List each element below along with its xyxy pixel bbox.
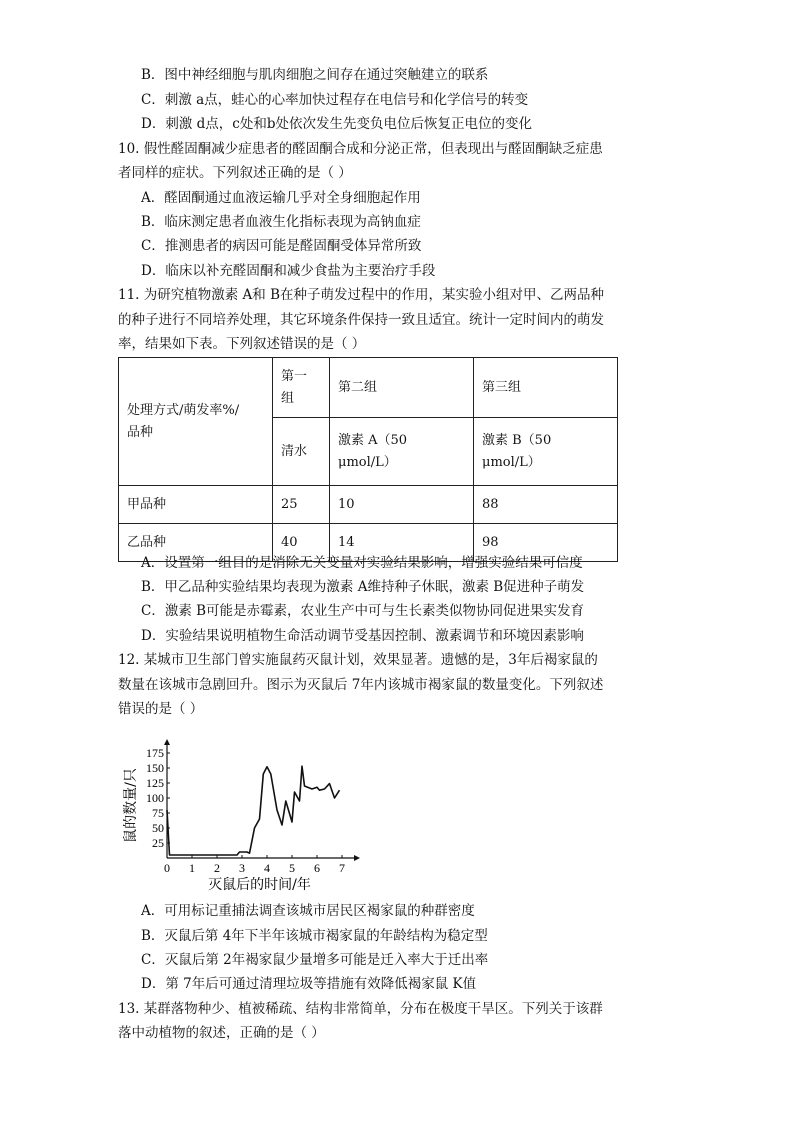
y-axis-arrow [164,739,170,745]
q11-option-a: A．设置第一组目的是消除无关变量对实验结果影响，增强实验结果可信度 [141,555,583,571]
y-tick-label: 75 [152,806,164,820]
x-tick-label: 3 [239,861,245,875]
corner-label-line2: 品种 [127,424,154,440]
group1-header [273,358,330,418]
q9-option-d: D．刺激 d点，c处和b处依次发生先变负电位后恢复正电位的变化 [141,116,532,132]
group2-header: 第二组 [330,358,474,418]
row-name: 甲品种 [119,486,273,524]
hormone-a-line2: μmol/L） [338,454,397,470]
x-tick-label: 6 [314,861,320,875]
q12-stem-line1: 12. 某城市卫生部门曾实施鼠药灭鼠计划，效果显著。遗憾的是，3年后褐家鼠的 [118,652,598,668]
rat-population-chart [125,725,355,895]
x-axis-arrow [354,855,360,861]
germination-table [118,357,618,562]
x-tick-label: 0 [164,861,170,875]
q11-stem-line3: 率，结果如下表。下列叙述错误的是（ ） [118,336,366,352]
treatment-hormone-b [474,418,618,486]
q13-stem-line2: 落中动植物的叙述，正确的是（ ） [118,1025,325,1041]
cell-value: 98 [474,524,618,562]
q11-stem-line1: 11. 为研究植物激素 A和 B在种子萌发过程中的作用，某实验小组对甲、乙两品种 [118,287,605,303]
y-tick-label: 50 [152,821,164,835]
x-tick-label: 1 [189,861,195,875]
q10-option-a: A．醛固酮通过血液运输几乎对全身细胞起作用 [141,190,421,206]
population-series-line [167,766,340,855]
hormone-b-line2: μmol/L） [482,454,541,470]
q10-option-b: B．临床测定患者血液生化指标表现为高钠血症 [141,214,421,230]
y-tick-label: 150 [146,761,164,775]
cell-value: 40 [273,524,330,562]
table-corner-cell [119,358,273,486]
q10-option-d: D．临床以补充醛固酮和减少食盐为主要治疗手段 [141,263,436,279]
cell-value: 10 [330,486,474,524]
x-tick-label: 2 [214,861,220,875]
y-tick-label: 25 [152,836,164,850]
x-axis-label: 灭鼠后的时间/年 [208,877,311,893]
group1-header-line2: 组 [281,390,295,406]
q10-option-c: C．推测患者的病因可能是醛固酮受体异常所致 [141,238,422,254]
cell-value: 88 [474,486,618,524]
q10-stem-line1: 10. 假性醛固酮减少症患者的醛固酮合成和分泌正常，但表现出与醛固酮缺乏症患 [118,141,603,157]
q12-option-b: B．灭鼠后第 4年下半年该城市褐家鼠的年龄结构为稳定型 [141,928,488,944]
q11-stem-line2: 的种子进行不同培养处理，其它环境条件保持一致且适宜。统计一定时间内的萌发 [118,312,604,328]
q9-option-b: B．图中神经细胞与肌肉细胞之间存在通过突触建立的联系 [141,67,489,83]
q12-option-c: C．灭鼠后第 2年褐家鼠少量增多可能是迁入率大于迁出率 [141,952,489,968]
treatment-hormone-a [330,418,474,486]
y-tick-label: 175 [146,746,164,760]
hormone-a-line1: 激素 A（50 [338,432,408,448]
hormone-b-line1: 激素 B（50 [482,432,552,448]
q10-stem-line2: 者同样的症状。下列叙述正确的是（ ） [118,165,352,181]
q9-option-c: C．刺激 a点，蛙心的心率加快过程存在电信号和化学信号的转变 [141,92,529,108]
group3-header: 第三组 [474,358,618,418]
q12-stem-line3: 错误的是（ ） [118,701,204,717]
q13-stem-line1: 13. 某群落物种少、植被稀疏、结构非常简单，分布在极度干旱区。下列关于该群 [118,1001,603,1017]
y-tick-label: 125 [146,776,164,790]
y-axis-label: 鼠的数量/只 [123,768,139,843]
x-tick-label: 7 [339,861,345,875]
x-tick-label: 5 [289,861,295,875]
x-tick-label: 4 [264,861,270,875]
q11-option-b: B．甲乙品种实验结果均表现为激素 A维持种子休眠，激素 B促进种子萌发 [141,579,585,595]
treatment-water: 清水 [273,418,330,486]
cell-value: 14 [330,524,474,562]
q11-option-d: D．实验结果说明植物生命活动调节受基因控制、激素调节和环境因素影响 [141,628,584,644]
group1-header-line1: 第一 [281,368,308,384]
q11-option-c: C．激素 B可能是赤霉素，农业生产中可与生长素类似物协同促进果实发育 [141,603,585,619]
y-tick-label: 100 [146,791,164,805]
table-row [119,486,618,524]
q12-stem-line2: 数量在该城市急剧回升。图示为灭鼠后 7年内该城市褐家鼠的数量变化。下列叙述 [118,677,604,693]
row-name: 乙品种 [119,524,273,562]
q12-option-a: A．可用标记重捕法调查该城市居民区褐家鼠的种群密度 [141,903,475,919]
cell-value: 25 [273,486,330,524]
corner-label-line1: 处理方式/萌发率%/ [127,402,240,418]
q12-option-d: D．第 7年后可通过清理垃圾等措施有效降低褐家鼠 K值 [141,976,477,992]
